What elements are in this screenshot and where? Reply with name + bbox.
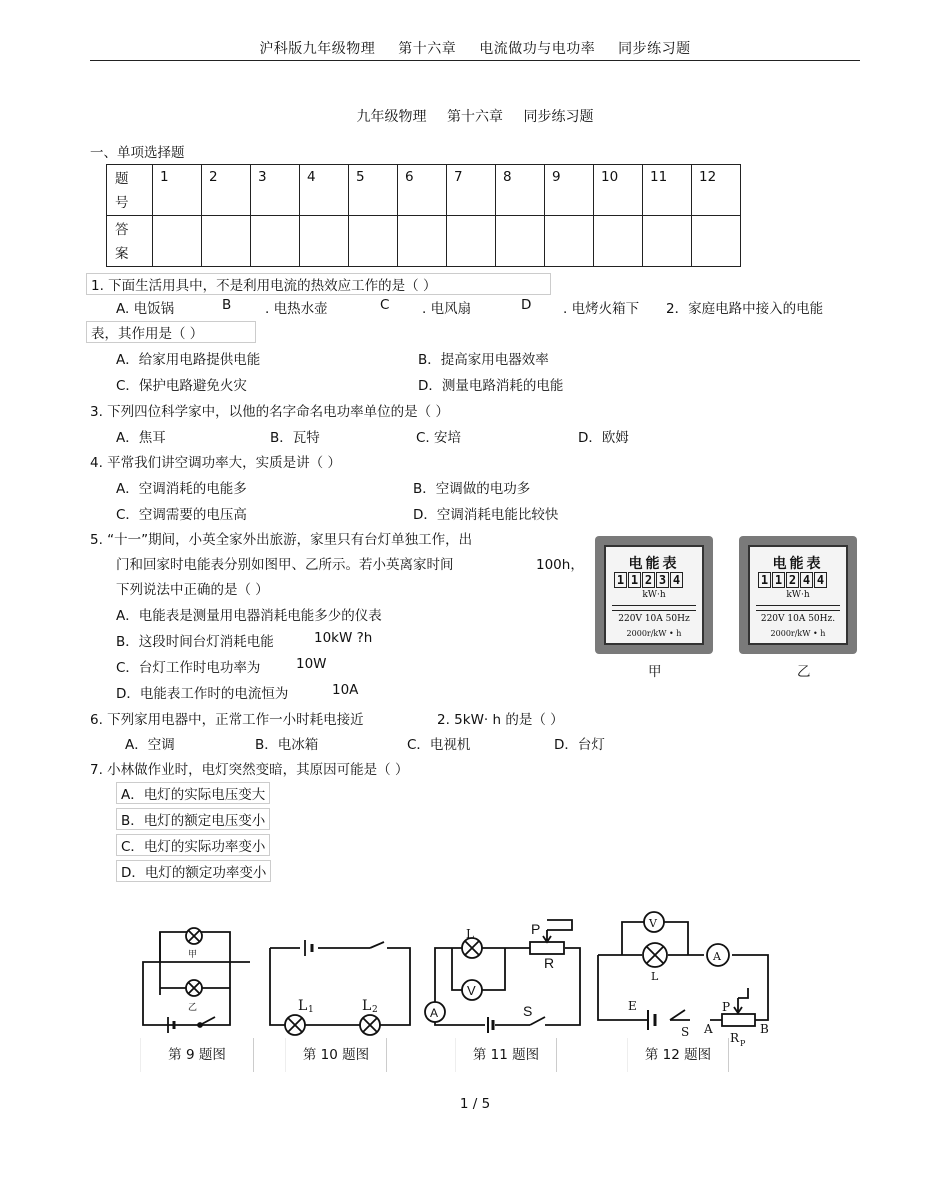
q2-stem-start: 2．家庭电路中接入的电能 [666, 301, 824, 317]
circuit-diagrams [0, 900, 950, 1048]
answer-cell[interactable] [202, 216, 251, 267]
q7-stem: 7. 小林做作业时，电灯突然变暗，其原因可能是（ ） [90, 762, 409, 778]
q2-option-b: B．提高家用电器效率 [418, 352, 549, 368]
q2-option-c: C．保护电路避免火灾 [116, 378, 247, 394]
q4-stem: 4. 平常我们讲空调功率大，实质是讲（ ） [90, 455, 341, 471]
answer-table [106, 164, 741, 267]
q5-time: 100h， [536, 557, 584, 573]
q4-option-b: B．空调做的电功多 [413, 481, 531, 497]
electric-meter-jia [595, 536, 713, 654]
document-title: 九年级物理 第十六章 同步练习题 [356, 109, 594, 125]
q2-stem: 表，其作用是（ ） [86, 321, 256, 343]
q1-option-a: A. 电饭锅 [116, 301, 175, 317]
meter-disc [612, 605, 696, 611]
q5-option-b: B．这段时间台灯消耗电能 [116, 634, 274, 650]
q7-option-b: B．电灯的额定电压变小 [116, 808, 270, 830]
circuit-11 [425, 920, 580, 1033]
voltmeter-label: V [649, 917, 657, 930]
answer-cell[interactable] [251, 216, 300, 267]
meter-rate: 2000r/kW • h [770, 629, 826, 638]
table-cell: 11 [643, 165, 692, 216]
ammeter-label: A [430, 1006, 439, 1020]
q5-option-a: A．电能表是测量用电器消耗电能多少的仪表 [116, 608, 382, 624]
q5-stem-line1: 5. “十一”期间，小英全家外出旅游，家里只有台灯单独工作，出 [90, 532, 473, 548]
q1-option-c-letter: C [380, 297, 390, 313]
l1-sub: 1 [308, 1005, 314, 1015]
rheostat-sub: P [740, 1039, 746, 1048]
table-cell: 2 [202, 165, 251, 216]
q6-option-a: A．空调 [125, 737, 175, 753]
lamp-1-label: 甲 [188, 950, 198, 960]
table-row [107, 216, 741, 267]
q1-option-b-letter: B [222, 297, 232, 313]
q7-option-a: A．电灯的实际电压变大 [116, 782, 270, 804]
q2-option-a: A．给家用电路提供电能 [116, 352, 261, 368]
q3-option-c: C. 安培 [416, 430, 462, 446]
lamp-label: L [466, 927, 474, 941]
rheostat-label: R [730, 1031, 740, 1045]
rheostat-label: R [544, 955, 555, 971]
answer-cell[interactable] [545, 216, 594, 267]
q6-option-b: B．电冰箱 [255, 737, 319, 753]
figure-caption-11: 第 11 题图 [455, 1038, 557, 1072]
answer-cell[interactable] [398, 216, 447, 267]
q1-option-c: . 电风扇 [422, 301, 472, 317]
table-cell: 5 [349, 165, 398, 216]
answer-cell[interactable] [300, 216, 349, 267]
q5-option-d-value: 10A [332, 682, 359, 698]
answer-cell[interactable] [594, 216, 643, 267]
meter-label-yi: 乙 [797, 664, 811, 680]
q5-option-c-value: 10W [296, 656, 327, 672]
q5-stem-line3: 下列说法中正确的是（ ） [116, 582, 269, 598]
q6-value: 2. 5kW· h 的是（ ） [437, 712, 564, 728]
table-cell: 6 [398, 165, 447, 216]
ammeter-label: A [713, 950, 721, 963]
switch-label: S [681, 1025, 690, 1039]
meter-spec: 220V 10A 50Hz. [760, 614, 836, 624]
meter-unit: kW·h [642, 590, 666, 600]
q3-option-d: D．欧姆 [578, 430, 629, 446]
table-cell: 8 [496, 165, 545, 216]
table-cell: 1 [153, 165, 202, 216]
q6-option-d: D．台灯 [554, 737, 605, 753]
section-heading: 一、单项选择题 [90, 145, 185, 161]
l2-label: L [362, 998, 372, 1014]
meter-label-jia: 甲 [648, 664, 662, 680]
table-header-cell: 题 号 [107, 165, 153, 216]
figure-caption-12: 第 12 题图 [627, 1038, 729, 1072]
table-cell: 10 [594, 165, 643, 216]
figure-caption-9: 第 9 题图 [140, 1038, 254, 1072]
q3-option-a: A．焦耳 [116, 430, 166, 446]
q1-option-d: . 电烤火箱下 [563, 301, 640, 317]
answer-cell[interactable] [496, 216, 545, 267]
table-cell: 12 [692, 165, 741, 216]
page-number: 1 / 5 [459, 1096, 491, 1112]
q4-option-d: D．空调消耗电能比较快 [413, 507, 559, 523]
answer-cell[interactable] [643, 216, 692, 267]
q7-option-d: D．电灯的额定功率变小 [116, 860, 271, 882]
table-cell: 7 [447, 165, 496, 216]
page-header: 沪科版九年级物理 第十六章 电流做功与电功率 同步练习题 [259, 41, 691, 57]
table-cell: 3 [251, 165, 300, 216]
q1-stem: 1. 下面生活用具中，不是利用电流的热效应工作的是（ ） [86, 273, 551, 295]
q3-option-b: B．瓦特 [270, 430, 320, 446]
lamp-2-label: 乙 [188, 1003, 198, 1013]
electric-meter-yi [739, 536, 857, 654]
slider-p-label: P [531, 921, 541, 937]
circuit-10 [270, 940, 410, 1035]
q6-stem: 6. 下列家用电器中，正常工作一小时耗电接近 [90, 712, 364, 728]
terminal-a-label: A [704, 1022, 713, 1036]
answer-cell[interactable] [153, 216, 202, 267]
meter-title: 电能表 [772, 556, 824, 572]
meter-unit: kW·h [786, 590, 810, 600]
lamp-label: L [651, 970, 659, 983]
table-cell: 9 [545, 165, 594, 216]
meter-spec: 220V 10A 50Hz [618, 614, 690, 624]
table-header-cell: 答 案 [107, 216, 153, 267]
table-cell: 4 [300, 165, 349, 216]
terminal-b-label: B [760, 1022, 769, 1036]
battery-label: E [628, 999, 637, 1013]
meter-disc [756, 605, 840, 611]
q5-stem-line2: 门和回家时电能表分别如图甲、乙所示。若小英离家时间 [116, 557, 454, 573]
q5-option-c: C．台灯工作时电功率为 [116, 660, 261, 676]
voltmeter-label: V [467, 983, 476, 998]
l1-label: L [298, 998, 308, 1014]
answer-cell[interactable] [447, 216, 496, 267]
meter-digits: 1 1 2 3 4 [614, 572, 684, 588]
meter-rate: 2000r/kW • h [626, 629, 682, 638]
q7-option-c: C．电灯的实际功率变小 [116, 834, 270, 856]
meter-title: 电能表 [628, 556, 680, 572]
header-rule [90, 60, 860, 61]
circuit-12 [598, 912, 769, 1048]
q5-option-b-value: 10kW ?h [314, 630, 373, 646]
l2-sub: 2 [372, 1005, 378, 1015]
q4-option-c: C．空调需要的电压高 [116, 507, 247, 523]
q2-option-d: D．测量电路消耗的电能 [418, 378, 564, 394]
q1-option-b: . 电热水壶 [265, 301, 328, 317]
slider-arrow [543, 930, 551, 942]
circuit-9 [143, 928, 250, 1033]
q4-option-a: A．空调消耗的电能多 [116, 481, 247, 497]
q1-option-d-letter: D [521, 297, 532, 313]
switch-label: S [523, 1003, 533, 1019]
table-row [107, 165, 741, 216]
q5-option-d: D．电能表工作时的电流恒为 [116, 686, 289, 702]
answer-cell[interactable] [692, 216, 741, 267]
q6-option-c: C．电视机 [407, 737, 471, 753]
answer-cell[interactable] [349, 216, 398, 267]
slider-p-label: P [722, 1000, 731, 1014]
q3-stem: 3. 下列四位科学家中，以他的名字命名电功率单位的是（ ） [90, 404, 449, 420]
meter-digits: 1 1 2 4 4 [758, 572, 828, 588]
figure-caption-10: 第 10 题图 [285, 1038, 387, 1072]
